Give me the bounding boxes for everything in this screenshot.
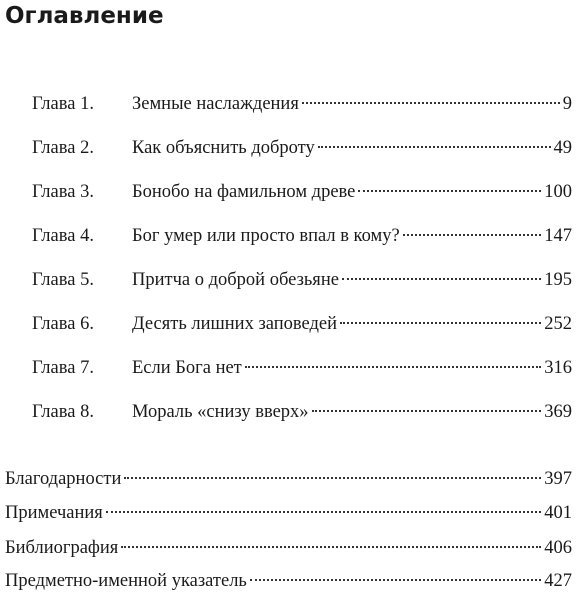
page-number: 9 [562,94,572,114]
toc-entry-chapter-6[interactable] [32,312,572,336]
chapter-label: Глава 8. [32,402,94,422]
chapter-label: Глава 1. [32,94,94,114]
toc-entry-bibliography[interactable] [5,536,572,560]
dot-leader [124,477,541,479]
page-number: 100 [544,182,572,202]
chapter-title: Притча о доброй обезьяне [132,270,339,290]
entry-title: Примечания [5,503,103,523]
page-number: 397 [544,469,572,489]
page-number: 147 [544,226,572,246]
page-number: 401 [544,503,572,523]
dot-leader [358,190,541,192]
dot-leader [340,322,541,324]
toc-entry-acknowledgements[interactable] [5,467,572,491]
chapter-label: Глава 5. [32,270,94,290]
toc-entry-notes[interactable] [5,501,572,525]
entry-title: Библиография [5,538,119,558]
dot-leader [312,410,542,412]
page-title: Оглавление [5,3,164,29]
chapter-title: Десять лишних заповедей [132,314,337,334]
chapter-label: Глава 4. [32,226,94,246]
toc-entry-chapter-3[interactable] [32,180,572,204]
page-number: 252 [544,314,572,334]
chapter-label: Глава 7. [32,358,94,378]
page-number: 316 [544,358,572,378]
toc-entry-chapter-4[interactable] [32,224,572,248]
page-number: 369 [544,402,572,422]
chapter-title: Бог умер или просто впал в кому? [132,226,400,246]
chapter-label: Глава 2. [32,138,94,158]
chapter-title: Если Бога нет [132,358,242,378]
toc-entry-index[interactable] [5,569,572,593]
entry-title: Предметно-именной указатель [5,571,247,591]
dot-leader [342,278,541,280]
page-number: 427 [544,571,572,591]
toc-entry-chapter-2[interactable] [32,136,572,160]
page-number: 49 [553,138,572,158]
chapter-title: Мораль «снизу вверх» [132,402,309,422]
toc-entry-chapter-5[interactable] [32,268,572,292]
dot-leader [245,366,541,368]
page-number: 195 [544,270,572,290]
chapter-title: Бонобо на фамильном древе [132,182,356,202]
dot-leader [106,511,541,513]
chapter-title: Земные наслаждения [132,94,299,114]
chapter-title: Как объяснить доброту [132,138,315,158]
entry-title: Благодарности [5,469,122,489]
toc-entry-chapter-1[interactable] [32,92,572,116]
dot-leader [318,146,551,148]
toc-entry-chapter-7[interactable] [32,356,572,380]
chapter-label: Глава 6. [32,314,94,334]
dot-leader [250,579,541,581]
chapter-label: Глава 3. [32,182,94,202]
toc-entry-chapter-8[interactable] [32,400,572,424]
dot-leader [302,102,560,104]
dot-leader [403,234,542,236]
dot-leader [121,546,541,548]
page-number: 406 [544,538,572,558]
